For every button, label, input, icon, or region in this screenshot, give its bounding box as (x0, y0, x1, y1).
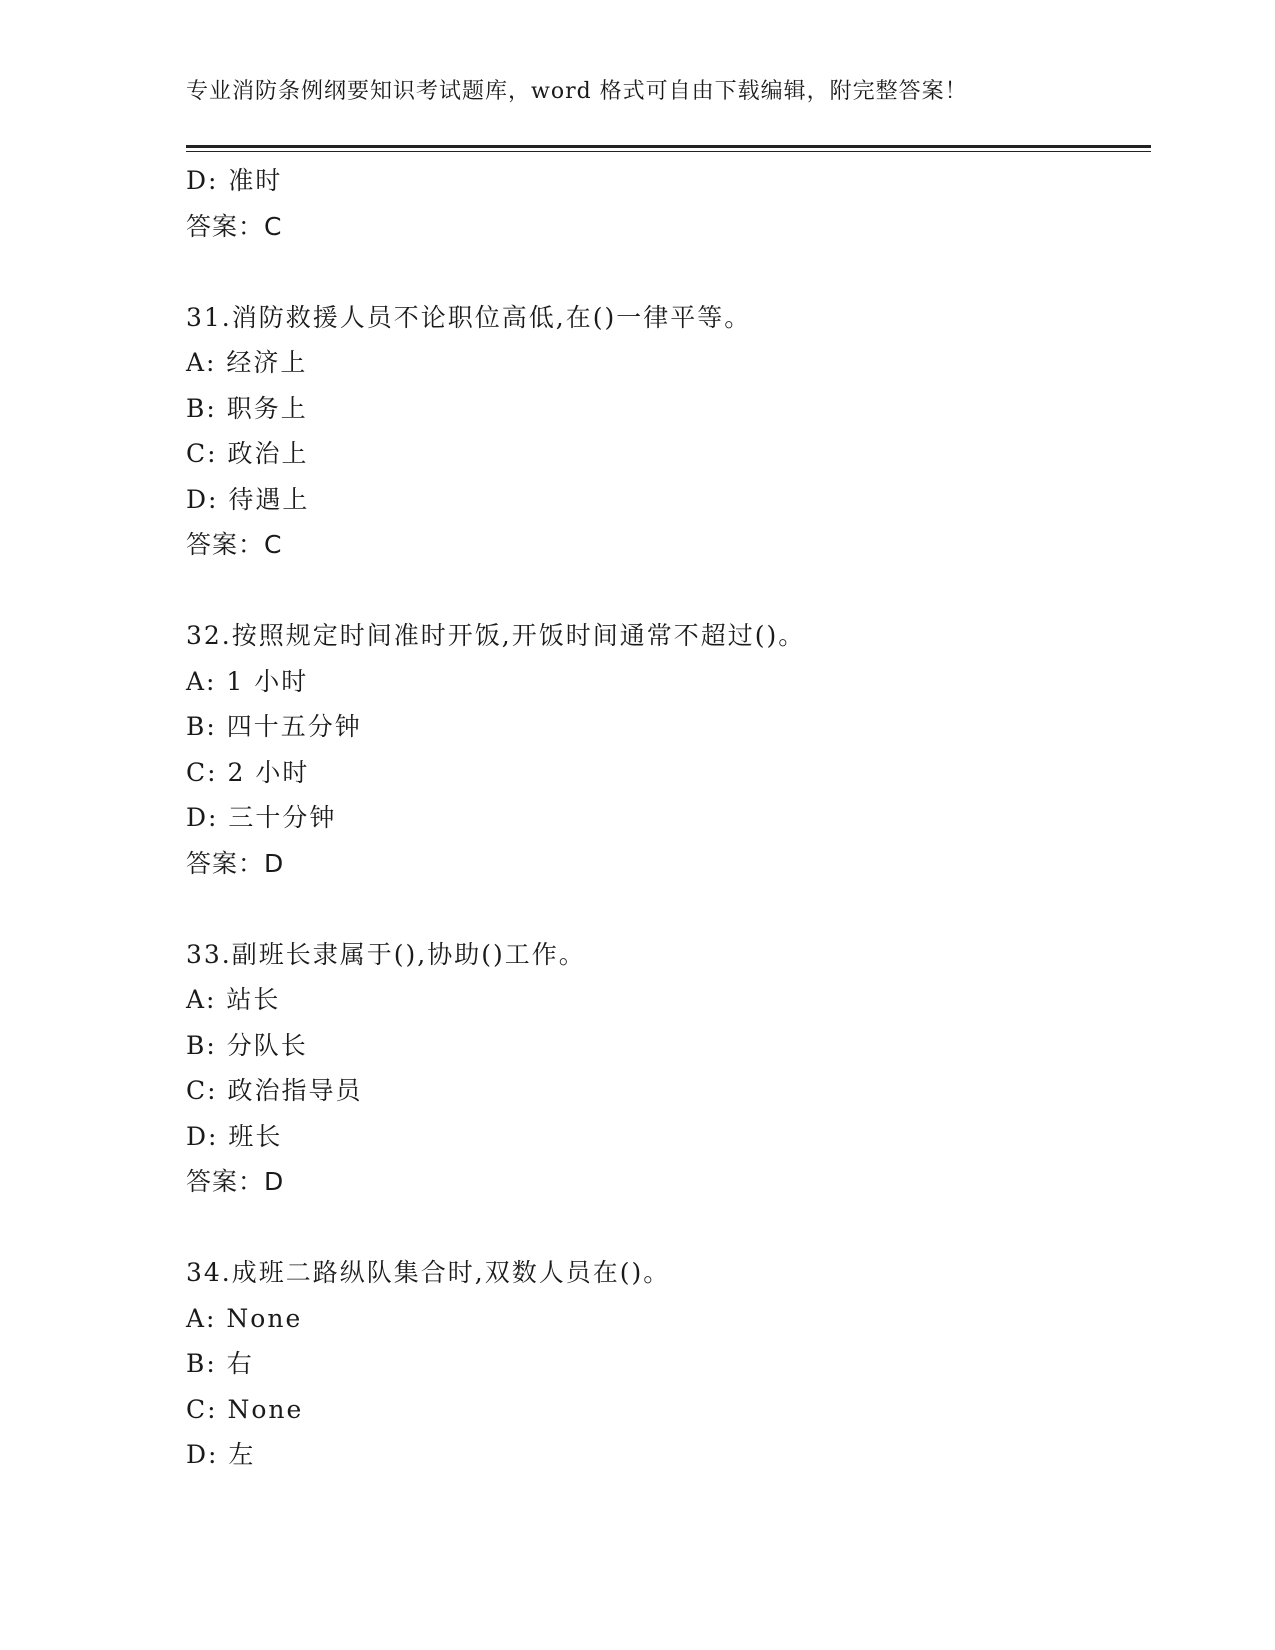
block-gap (186, 249, 1146, 295)
option-text: D: 待遇上 (186, 484, 310, 514)
page-header: 专业消防条例纲要知识考试题库，word 格式可自由下载编辑，附完整答案！ (186, 79, 968, 104)
option-text: D: 班长 (186, 1121, 283, 1151)
question-text: 34.成班二路纵队集合时,双数人员在()。 (186, 1258, 671, 1287)
option-text: B: 分队长 (186, 1030, 308, 1060)
option-text: A: 1 小时 (186, 666, 309, 696)
question-text: 33.副班长隶属于(),协助()工作。 (186, 939, 586, 969)
option-text: A: 经济上 (186, 348, 308, 377)
option-text: D: 准时 (186, 166, 283, 195)
option-text: C: None (186, 1394, 304, 1424)
option-text: B: 四十五分钟 (186, 712, 362, 741)
answer-text: 答案：D (186, 1167, 285, 1196)
option-text: C: 2 小时 (186, 757, 310, 787)
option-text: B: 右 (186, 1349, 254, 1378)
option-text: C: 政治上 (186, 439, 309, 468)
header-rule-thick (186, 145, 1151, 148)
block-gap (186, 886, 1146, 932)
answer-text: 答案：C (186, 211, 283, 241)
option-text: B: 职务上 (186, 393, 308, 423)
option-text: A: 站长 (186, 985, 281, 1014)
answer-text: 答案：C (186, 530, 283, 559)
question-list (186, 158, 1146, 1478)
question-text: 31.消防救援人员不论职位高低,在()一律平等。 (186, 302, 752, 332)
option-text: D: 三十分钟 (186, 803, 337, 832)
option-text: C: 政治指导员 (186, 1076, 363, 1105)
header-rule-thin (186, 151, 1151, 152)
option-text: D: 左 (186, 1440, 256, 1469)
block-gap (186, 1205, 1146, 1251)
answer-text: 答案：D (186, 848, 285, 878)
question-text: 32.按照规定时间准时开饭,开饭时间通常不超过()。 (186, 621, 806, 650)
block-gap (186, 568, 1146, 614)
option-text: A: None (186, 1303, 303, 1333)
